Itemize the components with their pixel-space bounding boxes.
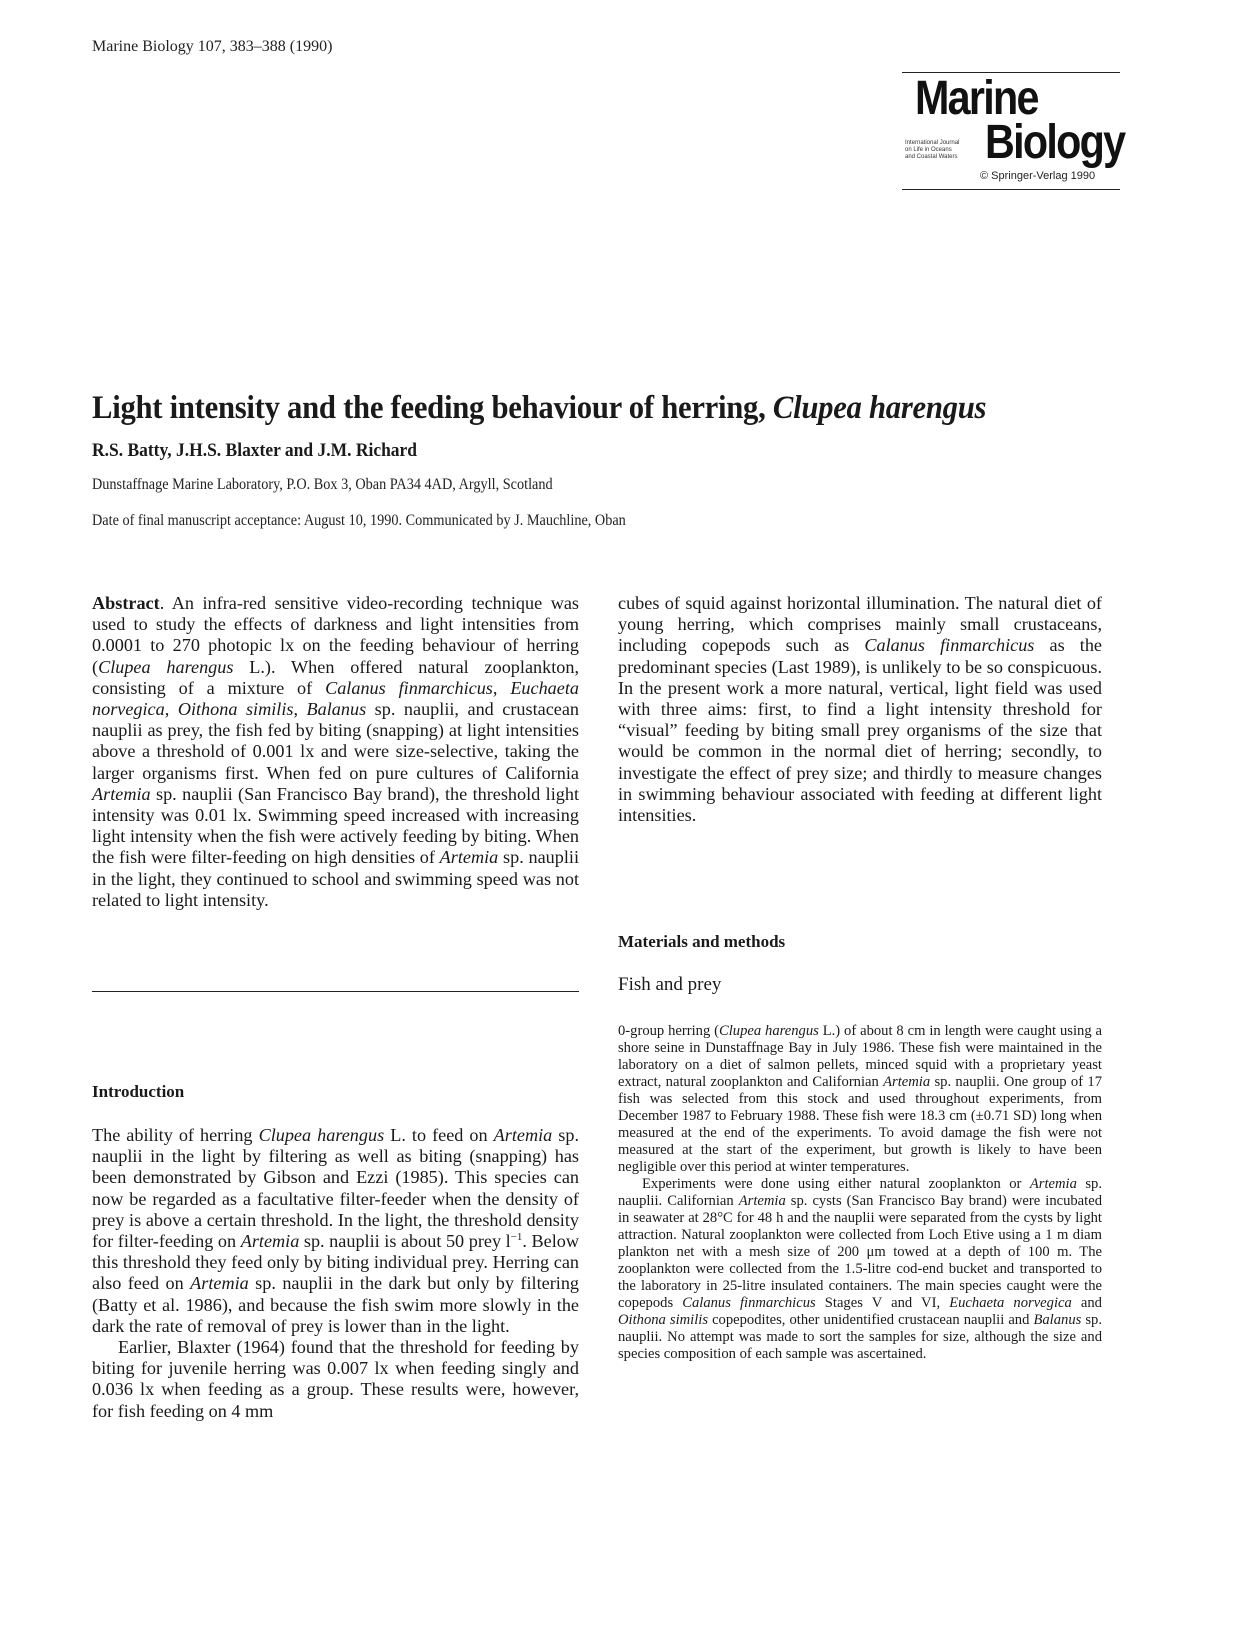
authors: R.S. Batty, J.H.S. Blaxter and J.M. Richard xyxy=(92,440,418,461)
manuscript-dates: Date of final manuscript acceptance: August 10, 1990. Communicated by J. Mauchline, Oban xyxy=(92,512,626,529)
section-heading-introduction: Introduction xyxy=(92,1082,185,1101)
abstract-label: Abstract xyxy=(92,593,160,613)
subsection-heading-fish-and-prey: Fish and prey xyxy=(618,974,722,995)
title-text: Light intensity and the feeding behaviour of herring, xyxy=(92,390,773,426)
paragraph: Earlier, Blaxter (1964) found that the threshold for feeding by biting for juvenile herring was 0.007 lx when feeding singly and 0.036 lx when feeding as a group. These results were, however, for fish feeding on 4 mm xyxy=(92,1337,579,1421)
paragraph: cubes of squid against horizontal illumination. The natural diet of young herring, which comprises mainly small crustaceans, including copepods such as Calanus finmarchicus as the predominant species (Last 1989), is unlikely to be so conspicuous. In the present work a more natural, vertical, light field was used with three aims: first, to find a light intensity threshold for “visual” feeding by biting small prey organisms of the size that would be common in the normal diet of herring; secondly, to investigate the effect of prey size; and thirdly to measure changes in swimming behaviour associated with feeding at different light intensities. xyxy=(618,593,1102,826)
running-head: Marine Biology 107, 383–388 (1990) xyxy=(92,38,333,55)
title-species: Clupea harengus xyxy=(772,390,987,426)
journal-logo-biology: Biology xyxy=(985,116,1125,169)
introduction-continued xyxy=(618,593,1102,826)
journal-logo-marine: Marine xyxy=(915,72,1038,125)
abstract-divider xyxy=(92,991,579,992)
abstract-text: . An infra-red sensitive video-recording technique was used to study the effects of darkness and light intensities from 0.0001 to 270 photopic lx on the feeding behaviour of herring (Clupea harengus L.). When offered natural zooplankton, consisting of a mixture of Calanus finmarchicus, Euchaeta norvegica, Oithona similis, Balanus sp. nauplii, and crustacean nauplii as prey, the fish fed by biting (snapping) at light intensities above a threshold of 0.001 lx and were size-selective, taking the larger organisms first. When fed on pure cultures of California Artemia sp. nauplii (San Francisco Bay brand), the threshold light intensity was 0.01 lx. Swimming speed increased with increasing light intensity when the fish were actively feeding by biting. When the fish were filter-feeding on high densities of Artemia sp. nauplii in the light, they continued to school and swimming speed was not related to light intensity. xyxy=(92,593,580,910)
paragraph: The ability of herring Clupea harengus L. to feed on Artemia sp. nauplii in the light by filtering as well as biting (snapping) has been demonstrated by Gibson and Ezzi (1985). This species can now be regarded as a facultative filter-feeder when the density of prey is above a certain threshold. In the light, the threshold density for filter-feeding on Artemia sp. nauplii is about 50 prey $l^{-1}$. Below this threshold they feed only by biting individual prey. Herring can also feed on Artemia sp. nauplii in the dark but only by filtering (Batty et al. 1986), and because the fish swim more slowly in the dark the rate of removal of prey is lower than in the light. xyxy=(92,1125,580,1336)
logo-rule-bottom xyxy=(902,189,1120,190)
section-heading-methods: Materials and methods xyxy=(618,932,786,951)
affiliation: Dunstaffnage Marine Laboratory, P.O. Box 3, Oban PA34 4AD, Argyll, Scotland xyxy=(92,476,553,493)
tagline-line: International Journal xyxy=(905,140,960,146)
abstract xyxy=(92,593,579,911)
introduction-body xyxy=(92,1125,579,1422)
tagline-line: on Life in Oceans xyxy=(905,147,952,153)
journal-tagline xyxy=(905,140,959,161)
article-title xyxy=(92,390,986,427)
paragraph: Experiments were done using either natural zooplankton or Artemia sp. nauplii. Californian Artemia sp. cysts (San Francisco Bay brand) were incubated in seawater at 28°C for 48 h and the nauplii were separated from the cysts by light attraction. Natural zooplankton were collected from Loch Etive using a 1 m diam plankton net with a mesh size of 200 μm towed at a depth of 100 m. The zooplankton were collected from the 1.5-litre cod-end bucket and transported to the laboratory in 25-litre insulated containers. The main species caught were the copepods Calanus finmarchicus Stages V and VI, Euchaeta norvegica and Oithona similis copepodites, other unidentified crustacean nauplii and Balanus sp. nauplii. No attempt was made to sort the samples for size, although the size and species composition of each sample was ascertained. xyxy=(618,1176,1102,1362)
publisher-copyright: © Springer-Verlag 1990 xyxy=(980,170,1096,182)
tagline-line: and Coastal Waters xyxy=(905,154,958,160)
paragraph: 0-group herring (Clupea harengus L.) of about 8 cm in length were caught using a shore seine in Dunstaffnage Bay in July 1986. These fish were maintained in the laboratory on a diet of salmon pellets, minced squid with a proprietary yeast extract, natural zooplankton and Californian Artemia sp. nauplii. One group of 17 fish was selected from this stock and used throughout experiments, from December 1987 to February 1988. These fish were 18.3 cm (±0.71 SD) long when measured at the end of the experiments. To avoid damage the fish were not measured at the start of the experiment, but growth is likely to have been negligible over this period at winter temperatures. xyxy=(618,1023,1102,1175)
methods-body xyxy=(618,1023,1102,1363)
